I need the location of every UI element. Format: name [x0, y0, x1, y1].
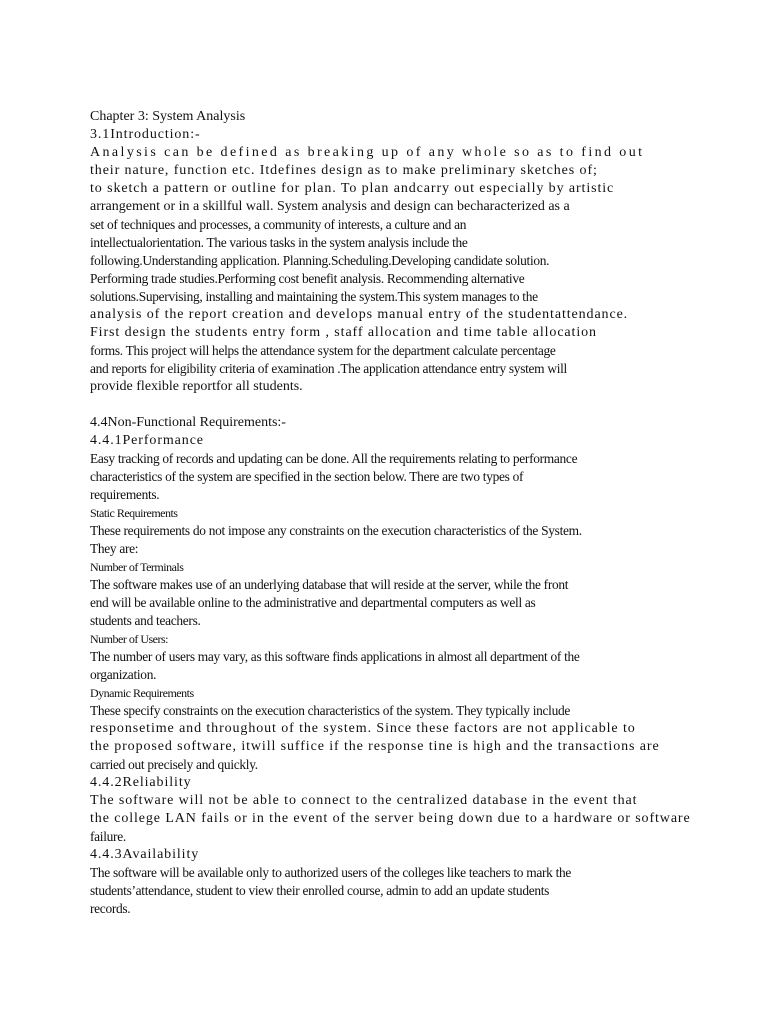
body-line: characteristics of the system are specified in the section below. There are two types of — [90, 469, 524, 484]
body-line: records. — [90, 901, 131, 916]
dynamic-requirements-heading: Dynamic Requirements — [90, 686, 194, 700]
body-line: The software will not be able to connect to the centralized database in the event that — [90, 793, 638, 808]
availability-paragraph — [90, 864, 688, 918]
intro-line: Performing trade studies.Performing cost benefit analysis. Recommending alternative — [90, 271, 525, 286]
body-line: the proposed software, itwill suffice if the response tine is high and the transactions are — [90, 739, 660, 754]
body-line: requirements. — [90, 487, 160, 502]
intro-line: to sketch a pattern or outline for plan. To plan andcarry out especially by artistic — [90, 181, 615, 196]
body-line: students’attendance, student to view their enrolled course, admin to add an update students — [90, 883, 550, 898]
body-line: responsetime and throughout of the system. Since these factors are not applicable to — [90, 721, 636, 736]
intro-line: provide flexible reportfor all students. — [90, 379, 303, 394]
intro-line: and reports for eligibility criteria of examination .The application attendance entry system will — [90, 361, 567, 376]
intro-line: intellectualorientation. The various tasks in the system analysis include the — [90, 235, 468, 250]
section-3-1-heading: 3.1Introduction:- — [90, 127, 201, 142]
dynamic-paragraph — [90, 702, 688, 774]
section-4-4-heading: 4.4Non-Functional Requirements:- — [90, 415, 286, 430]
intro-line: solutions.Supervising, installing and maintaining the system.This system manages to the — [90, 289, 538, 304]
body-line: organization. — [90, 667, 157, 682]
body-line: The software makes use of an underlying database that will reside at the server, while the front — [90, 577, 569, 592]
intro-line: forms. This project will helps the attendance system for the department calculate percentage — [90, 343, 556, 358]
body-line: carried out precisely and quickly. — [90, 757, 258, 772]
body-line: These specify constraints on the execution characteristics of the system. They typically include — [90, 703, 571, 718]
body-line: They are: — [90, 541, 139, 556]
intro-line: arrangement or in a skillful wall. System analysis and design can becharacterized as a — [90, 199, 570, 214]
intro-line: analysis of the report creation and develops manual entry of the studentattendance. — [90, 307, 629, 322]
users-paragraph — [90, 648, 688, 684]
performance-paragraph — [90, 450, 688, 504]
body-line: The software will be available only to authorized users of the colleges like teachers to mark the — [90, 865, 572, 880]
paragraph-gap — [90, 396, 688, 414]
section-4-4-3-heading: 4.4.3Availability — [90, 847, 200, 862]
intro-line: following.Understanding application. Planning.Scheduling.Developing candidate solution. — [90, 253, 550, 268]
body-line: end will be available online to the administrative and departmental computers as well as — [90, 595, 536, 610]
section-4-4-1-heading: 4.4.1Performance — [90, 433, 204, 448]
introduction-paragraph — [90, 144, 688, 396]
body-line: the college LAN fails or in the event of the server being down due to a hardware or software — [90, 811, 691, 826]
body-line: students and teachers. — [90, 613, 201, 628]
body-line: The number of users may vary, as this software finds applications in almost all department of the — [90, 649, 580, 664]
terminals-paragraph — [90, 576, 688, 630]
intro-line: Analysis can be defined as breaking up of any whole so as to find out — [90, 145, 645, 160]
static-requirements-heading: Static Requirements — [90, 506, 178, 520]
body-line: failure. — [90, 829, 126, 844]
intro-line: First design the students entry form , staff allocation and time table allocation — [90, 325, 597, 340]
static-paragraph — [90, 522, 688, 558]
number-of-users-heading: Number of Users: — [90, 632, 168, 646]
chapter-title: Chapter 3: System Analysis — [90, 109, 246, 124]
body-line: These requirements do not impose any constraints on the execution characteristics of the System. — [90, 523, 582, 538]
section-4-4-2-heading: 4.4.2Reliability — [90, 775, 192, 790]
intro-line: set of techniques and processes, a community of interests, a culture and an — [90, 217, 467, 232]
intro-line: their nature, function etc. Itdefines design as to make preliminary sketches of; — [90, 163, 598, 178]
number-of-terminals-heading: Number of Terminals — [90, 560, 184, 574]
reliability-paragraph — [90, 792, 691, 846]
body-line: Easy tracking of records and updating can be done. All the requirements relating to performance — [90, 451, 578, 466]
